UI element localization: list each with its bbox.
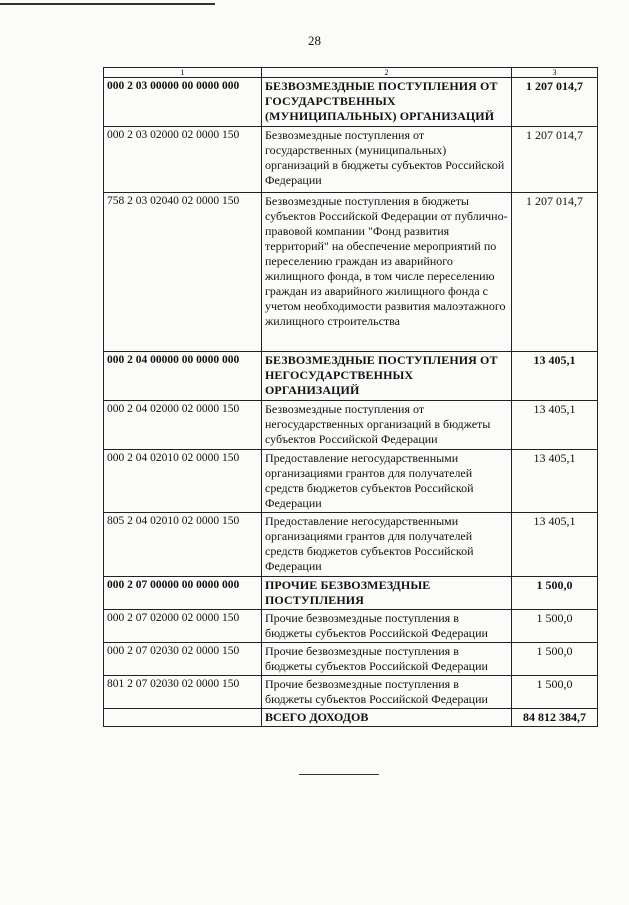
table-row: [104, 513, 598, 577]
column-header: 2: [262, 68, 512, 78]
table-row: [104, 127, 598, 193]
name-cell: Прочие безвозмездные поступления в бюджеты субъектов Российской Федерации: [262, 610, 512, 643]
code-cell: 000 2 03 02000 02 0000 150: [104, 127, 262, 193]
name-cell: Предоставление негосударственными организациями грантов для получателей средств бюджетов субъектов Российской Федерации: [262, 513, 512, 577]
revenue-table: [103, 67, 598, 727]
amount-cell: 1 207 014,7: [512, 127, 598, 193]
end-rule: [299, 774, 379, 775]
name-cell: ПРОЧИЕ БЕЗВОЗМЕЗДНЫЕ ПОСТУПЛЕНИЯ: [262, 577, 512, 610]
amount-cell: 1 500,0: [512, 676, 598, 709]
code-cell: 000 2 04 02010 02 0000 150: [104, 450, 262, 513]
table-row: [104, 610, 598, 643]
top-rule: [0, 3, 215, 5]
page-number: 28: [308, 33, 321, 48]
table-row: [104, 577, 598, 610]
name-cell: ВСЕГО ДОХОДОВ: [262, 709, 512, 727]
code-cell: 000 2 07 02000 02 0000 150: [104, 610, 262, 643]
total-row: [104, 709, 598, 727]
table-row: [104, 676, 598, 709]
code-cell: 000 2 03 00000 00 0000 000: [104, 78, 262, 127]
table-row: [104, 193, 598, 352]
table-row: [104, 78, 598, 127]
table-row: [104, 643, 598, 676]
name-cell: Предоставление негосударственными организациями грантов для получателей средств бюджетов субъектов Российской Федерации: [262, 450, 512, 513]
table-row: [104, 401, 598, 450]
amount-cell: 13 405,1: [512, 401, 598, 450]
name-cell: БЕЗВОЗМЕЗДНЫЕ ПОСТУПЛЕНИЯ ОТ ГОСУДАРСТВЕННЫХ (МУНИЦИПАЛЬНЫХ) ОРГАНИЗАЦИЙ: [262, 78, 512, 127]
code-cell: 000 2 04 00000 00 0000 000: [104, 352, 262, 401]
code-cell: 758 2 03 02040 02 0000 150: [104, 193, 262, 352]
name-cell: Прочие безвозмездные поступления в бюджеты субъектов Российской Федерации: [262, 643, 512, 676]
amount-cell: 1 500,0: [512, 610, 598, 643]
column-header: 3: [512, 68, 598, 78]
amount-cell: 1 500,0: [512, 643, 598, 676]
code-cell: [104, 709, 262, 727]
amount-cell: 1 500,0: [512, 577, 598, 610]
name-cell: БЕЗВОЗМЕЗДНЫЕ ПОСТУПЛЕНИЯ ОТ НЕГОСУДАРСТВЕННЫХ ОРГАНИЗАЦИЙ: [262, 352, 512, 401]
name-cell: Безвозмездные поступления в бюджеты субъектов Российской Федерации от публично-правовой компании "Фонд развития территорий" на обеспечение мероприятий по переселению граждан из аварийного жилищного фонда, в том числе переселению граждан из аварийного жилищного фонда с учетом необходимости развития малоэтажного жилищного строительства: [262, 193, 512, 352]
name-cell: Прочие безвозмездные поступления в бюджеты субъектов Российской Федерации: [262, 676, 512, 709]
code-cell: 000 2 07 00000 00 0000 000: [104, 577, 262, 610]
code-cell: 801 2 07 02030 02 0000 150: [104, 676, 262, 709]
table-row: [104, 352, 598, 401]
code-cell: 000 2 07 02030 02 0000 150: [104, 643, 262, 676]
amount-cell: 13 405,1: [512, 450, 598, 513]
column-header: 1: [104, 68, 262, 78]
amount-cell: 84 812 384,7: [512, 709, 598, 727]
amount-cell: 13 405,1: [512, 513, 598, 577]
table-header-row: [104, 68, 598, 78]
code-cell: 805 2 04 02010 02 0000 150: [104, 513, 262, 577]
table-row: [104, 450, 598, 513]
name-cell: Безвозмездные поступления от государственных (муниципальных) организаций в бюджеты субъектов Российской Федерации: [262, 127, 512, 193]
name-cell: Безвозмездные поступления от негосударственных организаций в бюджеты субъектов Российской Федерации: [262, 401, 512, 450]
amount-cell: 1 207 014,7: [512, 78, 598, 127]
amount-cell: 13 405,1: [512, 352, 598, 401]
amount-cell: 1 207 014,7: [512, 193, 598, 352]
code-cell: 000 2 04 02000 02 0000 150: [104, 401, 262, 450]
